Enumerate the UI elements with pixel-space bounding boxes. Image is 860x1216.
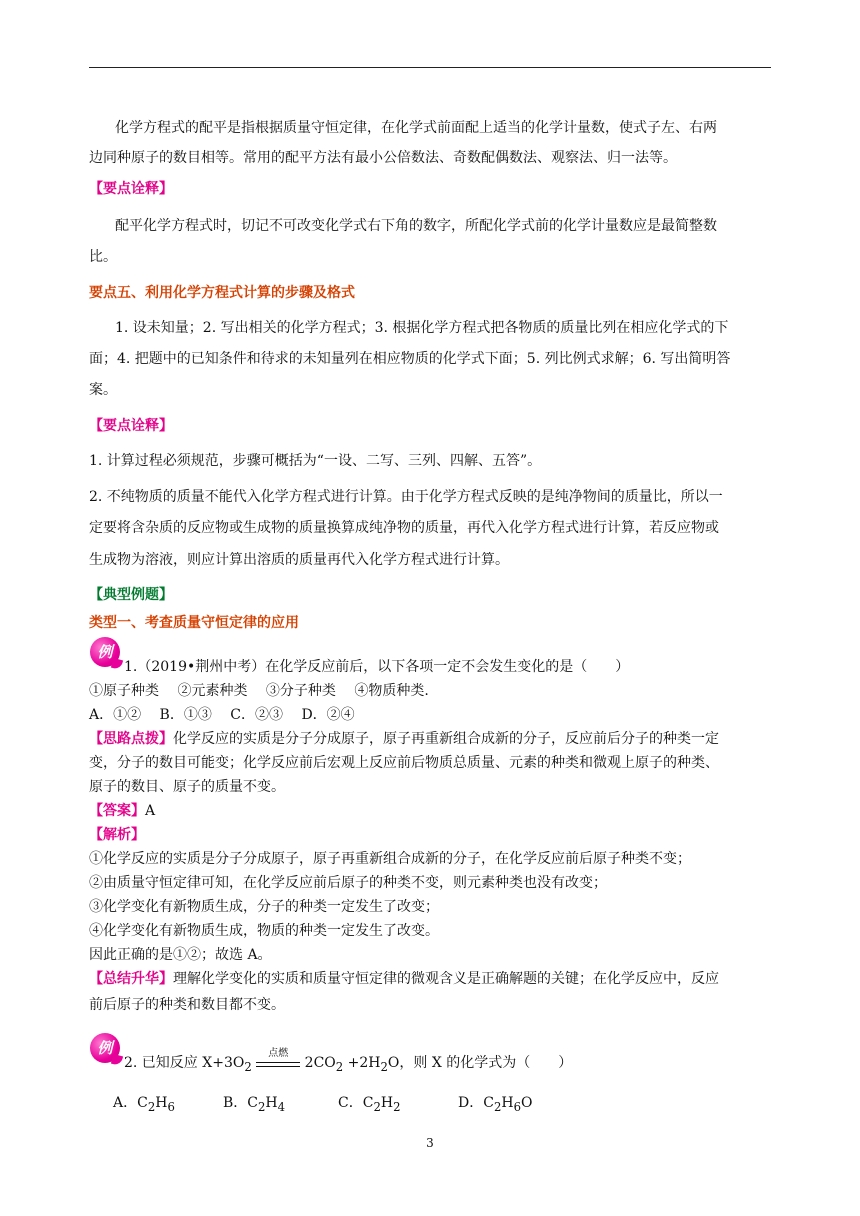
- analysis-line1: ①化学反应的实质是分子分成原子，原子再重新组合成新的分子，在化学反应前后原子种类不变；: [89, 851, 691, 867]
- q2-option-c: [338, 1093, 401, 1117]
- q2-option-b: [223, 1093, 285, 1117]
- q2-stem: [124, 1048, 573, 1077]
- note2-line1: 1. 计算过程必须规范，步骤可概括为“一设、二写、三列、四解、五答”。: [89, 453, 542, 469]
- summary-tag: 【总结升华】: [89, 971, 173, 987]
- typical-examples-tag: 【典型例题】: [89, 587, 173, 603]
- section-five-heading: 要点五、利用化学方程式计算的步骤及格式: [89, 285, 355, 301]
- analysis-line3: ③化学变化有新物质生成，分子的种类一定发生了改变；: [89, 899, 439, 915]
- q1-stem: 1.（2019•荆州中考）在化学反应前后，以下各项一定不会发生变化的是（ ）: [124, 659, 630, 675]
- key-note-tag: 【要点诠释】: [89, 181, 173, 197]
- example-badge-2: 例: [90, 1033, 120, 1063]
- reaction-arrow: [256, 1048, 300, 1067]
- analysis-conclusion: 因此正确的是①②；故选 A。: [89, 947, 272, 963]
- opt-a-sub1: 2: [147, 1099, 156, 1114]
- answer-tag: 【答案】: [89, 803, 145, 819]
- q2-option-d: [458, 1093, 532, 1117]
- opt-d-sub1: 2: [493, 1099, 502, 1114]
- q1-hint-line3: 原子的数目、原子的质量不变。: [89, 779, 285, 795]
- steps-line1: 1. 设未知量；2. 写出相关的化学方程式；3. 根据化学方程式把各物质的质量比列在相应化学式的下: [115, 320, 729, 336]
- paragraph-note-line1: 配平化学方程式时，切记不可改变化学式右下角的数字，所配化学式前的化学计量数应是最简整数: [115, 218, 717, 234]
- opt-c-sub1: 2: [373, 1099, 381, 1114]
- note2-line3: 定要将含杂质的反应物或生成物的质量换算成纯净物的质量，再代入化学方程式进行计算，若反应物或: [89, 520, 719, 536]
- hint-text: 化学反应的实质是分子分成原子，原子再重新组合成新的分子，反应前后分子的种类一定: [173, 731, 719, 747]
- page-number: 3: [426, 1136, 434, 1150]
- type-one-heading: 类型一、考查质量守恒定律的应用: [89, 615, 299, 631]
- summary-text: 理解化学变化的实质和质量守恒定律的微观含义是正确解题的关键；在化学反应中，反应: [173, 971, 719, 987]
- opt-c-sub2: 2: [393, 1099, 401, 1114]
- note2-line2: 2. 不纯物质的质量不能代入化学方程式进行计算。由于化学方程式反映的是纯净物间的质量比，所以一: [89, 489, 723, 505]
- q2-stem-pre: 2. 已知反应 X+3O: [124, 1055, 245, 1071]
- opt-b-sub1: 2: [258, 1099, 266, 1114]
- opt-a-sub2: 6: [167, 1099, 175, 1114]
- q2-co: 2CO: [304, 1055, 336, 1071]
- q2-o2-subscript: 2: [244, 1059, 252, 1074]
- opt-c-c: C．C: [338, 1095, 374, 1111]
- note2-line4: 生成物为溶液，则应计算出溶质的质量再代入化学方程式进行计算。: [89, 552, 509, 568]
- q1-answer-line: [89, 801, 155, 821]
- steps-line2: 面；4. 把题中的已知条件和待求的未知量列在相应物质的化学式下面；5. 列比例式求解；6. 写出简明答: [89, 351, 731, 367]
- paragraph-balancing-line1: 化学方程式的配平是指根据质量守恒定律，在化学式前面配上适当的化学计量数，使式子左、右两: [115, 120, 717, 136]
- steps-line3: 案。: [89, 382, 117, 398]
- summary-line1: [89, 961, 719, 997]
- q2-stem-tail: O，则 X 的化学式为（ ）: [387, 1055, 573, 1071]
- header-rule: [89, 67, 771, 68]
- opt-b-c: B．C: [223, 1095, 258, 1111]
- reaction-condition: 点燃: [268, 1048, 289, 1059]
- q2-h2o-subscript: 2: [380, 1059, 388, 1074]
- hint-tag: 【思路点拨】: [89, 731, 173, 747]
- opt-d-h: H: [501, 1095, 514, 1111]
- paragraph-note-line2: 比。: [89, 249, 117, 265]
- summary-line2: 前后原子的种类和数目都不变。: [89, 997, 285, 1013]
- q2-h: +2H: [343, 1055, 381, 1071]
- analysis-line4: ④化学变化有新物质生成，物质的种类一定发生了改变。: [89, 923, 439, 939]
- double-line-equals: [256, 1062, 300, 1067]
- q1-hint-line2: 变，分子的数目可能变；化学反应前后宏观上反应前后物质总质量、元素的种类和微观上原子的种类、: [89, 755, 719, 771]
- opt-c-h: H: [380, 1095, 394, 1111]
- opt-a-h: H: [155, 1095, 168, 1111]
- analysis-line2: ②由质量守恒定律可知，在化学反应前后原子的种类不变，则元素种类也没有改变；: [89, 875, 607, 891]
- opt-a-c: A．C: [113, 1095, 148, 1111]
- q1-options: A．①② B．①③ C．②③ D．②④: [89, 707, 355, 723]
- example-badge-1: 例: [90, 637, 120, 667]
- opt-d-c: D．C: [458, 1095, 494, 1111]
- opt-d-sub2: 6: [513, 1099, 521, 1114]
- q1-items: ①原子种类 ②元素种类 ③分子种类 ④物质种类.: [89, 683, 429, 699]
- q2-co2-subscript: 2: [335, 1059, 344, 1074]
- answer-value: A: [145, 803, 156, 819]
- q1-hint-line1: [89, 729, 719, 749]
- opt-d-o: O: [521, 1095, 533, 1111]
- key-note-tag-2: 【要点诠释】: [89, 418, 173, 434]
- opt-b-sub2: 4: [277, 1099, 286, 1114]
- q2-option-a: [113, 1093, 175, 1117]
- analysis-tag: 【解析】: [89, 827, 145, 843]
- opt-b-h: H: [265, 1095, 278, 1111]
- paragraph-balancing-line2: 边同种原子的数目相等。常用的配平方法有最小公倍数法、奇数配偶数法、观察法、归一法等。: [89, 150, 677, 166]
